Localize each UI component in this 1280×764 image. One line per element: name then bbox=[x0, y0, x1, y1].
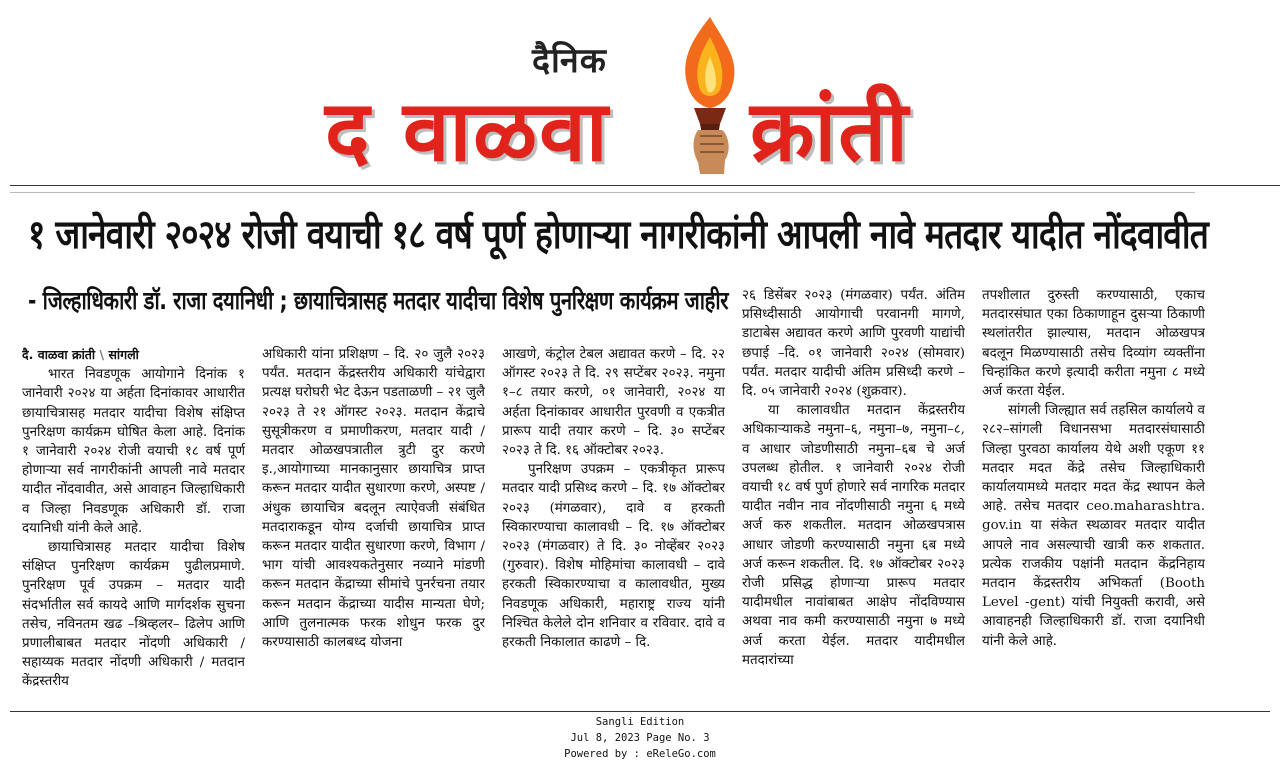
article-headline: १ जानेवारी २०२४ रोजी वयाची १८ वर्ष पूर्ण होणाऱ्या नागरीकांनी आपली नावे मतदार यादीत नोंदवावीत bbox=[28, 212, 1208, 258]
paragraph: पुनरिक्षण उपक्रम – एकत्रीकृत प्रारूप मतदार यादी प्रसिध्द करणे – दि. १७ ऑक्टोबर २०२३ (मंगळवार), दावे व हरकती स्विकारण्याचा कालावधी – दि. १७ ऑक्टोबर २०२३ (मंगळवार) ते दि. ३० नोव्हेंबर २०२३ (गुरुवार). विशेष मोहिमांचा कालावधी – दावे हरकती स्विकारण्याचा व कालावधीत, मुख्य निवडणूक अधिकारी, महाराष्ट्र राज्य यांनी निश्चित केलेले दोन शनिवार व रविवार. दावे व हरकती निकालात काढणे – दि. bbox=[502, 462, 725, 651]
masthead bbox=[0, 0, 1280, 185]
article-column-5 bbox=[982, 286, 1205, 709]
paragraph: आखणे, कंट्रोल टेबल अद्यावत करणे – दि. २२ ऑगस्ट २०२३ ते दि. २९ सप्टेंबर २०२३. नमुना १–८ तयार करणे, ०१ जानेवारी, २०२४ या अर्हता दिनांकावर आधारीत पुरवणी व एकत्रीत प्रारूप यादी तयार करणे – दि. ३० सप्टेंबर २०२३ ते दि. १६ ऑक्टोबर २०२३. bbox=[502, 347, 725, 459]
masthead-title-left: द वाळवा bbox=[325, 82, 610, 180]
masthead-title-right: क्रांती bbox=[750, 82, 910, 180]
bottom-divider bbox=[10, 711, 1270, 712]
torch-logo-icon bbox=[670, 12, 750, 177]
byline-separator: \ bbox=[99, 347, 105, 362]
article-subheadline: - जिल्हाधिकारी डॉ. राजा दयानिधी ; छायाचित्रासह मतदार यादीचा विशेष पुनरिक्षण कार्यक्रम जाहीर bbox=[28, 286, 729, 315]
article-column-2 bbox=[262, 345, 485, 709]
paragraph: छायाचित्रासह मतदार यादीचा विशेष संक्षिप्त पुनरिक्षण कार्यक्रम पुढीलप्रमाणे. पुनरिक्षण पूर्व उपक्रम – मतदार यादी संदर्भातील सर्व कायदे आणि मार्गदर्शक सुचना तसेच, नविनतम खढ –श्रिव्हलर– ढिलेप आणि प्रणालीबाबत मतदार नोंदणी अधिकारी / सहाय्यक मतदार नोंदणी अधिकारी / मतदान केंद्रस्तरीय bbox=[22, 540, 245, 690]
byline-place: सांगली bbox=[108, 347, 139, 362]
byline-source: दै. वाळवा क्रांती bbox=[22, 347, 96, 362]
article-column-1 bbox=[22, 345, 245, 709]
article-column-3 bbox=[502, 345, 725, 709]
paragraph: तपशीलात दुरुस्ती करण्यासाठी, एकाच मतदारसंघात एका ठिकाणाहून दुसऱ्या ठिकाणी स्थलांतरीत झाल्यास, मतदान ओळखपत्र बदलून मिळण्यासाठी तसेच दिव्यांग व्यक्तींना चिन्हांकित करणे इत्यादी करीता नमुना ८ मध्ये अर्ज करता येईल. bbox=[982, 288, 1205, 400]
article-column-4 bbox=[742, 286, 965, 709]
byline bbox=[22, 345, 245, 364]
masthead-daily-label: दैनिक bbox=[532, 41, 607, 81]
paragraph: २६ डिसेंबर २०२३ (मंगळवार) पर्यंत. अंतिम प्रसिध्दीसाठी आयोगाची परवानगी मागणे, डाटाबेस अद्यावत करणे आणि पुरवणी याद्यांची छपाई –दि. ०१ जानेवारी २०२४ (सोमवार) पर्यंत. मतदार यादीची अंतिम प्रसिध्दी करणे – दि. ०५ जानेवारी २०२४ (शुक्रवार). bbox=[742, 288, 965, 400]
top-divider-thin bbox=[10, 192, 1195, 193]
footer-powered-by: Powered by : eReleGo.com bbox=[564, 748, 716, 760]
footer-edition: Sangli Edition bbox=[595, 716, 685, 728]
footer-date-page: Jul 8, 2023 Page No. 3 bbox=[570, 732, 710, 744]
paragraph: भारत निवडणूक आयोगाने दिनांक १ जानेवारी २०२४ या अर्हता दिनांकावर आधारीत छायाचित्रासह मतदार यादीचा विशेष संक्षिप्त पुनरिक्षण कार्यक्रम घोषित केला आहे. दिनांक १ जानेवारी २०२४ रोजी वयाची १८ वर्ष पूर्ण होणाऱ्या सर्व नागरीकांनी आपली नावे मतदार यादीत नोंदवावीत, असे आवाहन जिल्हाधिकारी व जिल्हा निवडणूक अधिकारी डॉ. राजा दयानिधी यांनी केले आहे. bbox=[22, 367, 245, 536]
top-divider bbox=[10, 185, 1280, 186]
paragraph: सांगली जिल्ह्यात सर्व तहसिल कार्यालये व २८२–सांगली विधानसभा मतदारसंघासाठी जिल्हा पुरवठा कार्यालय येथे अशी एकूण ११ मतदार मदत केंद्रे तसेच जिल्हाधिकारी कार्यालयामध्ये मतदार मदत केंद्र स्थापन केले आहे. तसेच मतदार ceo.maharashtra. gov.in या संकेत स्थळावर मतदार यादीत आपले नाव असल्याची खात्री करु शकतात. प्रत्येक राजकीय पक्षांनी मतदान केंद्रनिहाय मतदान केंद्रस्तरीय अभिकर्ता (Booth Level -gent) यांची नियुक्ती करावी, असे आवाहनही जिल्हाधिकारी डॉ. राजा दयानिधी यांनी केले आहे. bbox=[982, 403, 1205, 649]
paragraph: या कालावधीत मतदान केंद्रस्तरीय अधिकाऱ्याकडे नमुना–६, नमुना–७, नमुना–८, व आधार जोडणीसाठी नमुना–६ब चे अर्ज उपलब्ध होतील. १ जानेवारी २०२४ रोजी वयाची १८ वर्ष पुर्ण होणारे सर्व नागरिक मतदार यादीत नवीन नाव नोंदणीसाठी नमुना ६ मध्ये अर्ज करु शकतील. मतदान ओळखपत्रास आधार जोडणी करण्यासाठी नमुना ६ब मध्ये अर्ज करून शकतील. दि. १७ ऑक्टोबर २०२३ रोजी प्रसिद्ध होणाऱ्या प्रारूप मतदार यादीमधील नावांबाबत आक्षेप नोंदविण्यास अथवा नाव कमी करण्यासाठी नमुना ७ मध्ये अर्ज करता येईल. मतदार यादीमधील मतदारांच्या bbox=[742, 403, 965, 668]
paragraph: अधिकारी यांना प्रशिक्षण – दि. २० जुलै २०२३ पर्यंत. मतदान केंद्रस्तरीय अधिकारी यांचेद्वारा प्रत्यक्ष घरोघरी भेट देऊन पडताळणी – २१ जुलै २०२३ ते २१ ऑगस्ट २०२३. मतदान केंद्राचे सुसूत्रीकरण व प्रमाणीकरण, मतदार यादी / मतदार ओळखपत्रातील त्रुटी दुर करणे इ.,आयोगाच्या मानकानुसार छायाचित्र प्राप्त करून मतदार यादीत सुधारणा करणे, अस्पष्ट / अंधुक छायाचित्र बदलून त्याऐवजी संबंधित मतदाराकडून योग्य दर्जाची छायाचित्र प्राप्त करून मतदार यादीत सुधारणा करणे, विभाग / भाग यांची आवश्यकतेनुसार नव्याने मांडणी करून मतदान केंद्राच्या सीमांचे पुनर्रचना तयार करून मतदान केंद्राच्या यादीस मान्यता घेणे; आणि तुलनात्मक फरक शोधुन फरक दुर करण्यासाठी कालबध्द योजना bbox=[262, 347, 485, 651]
